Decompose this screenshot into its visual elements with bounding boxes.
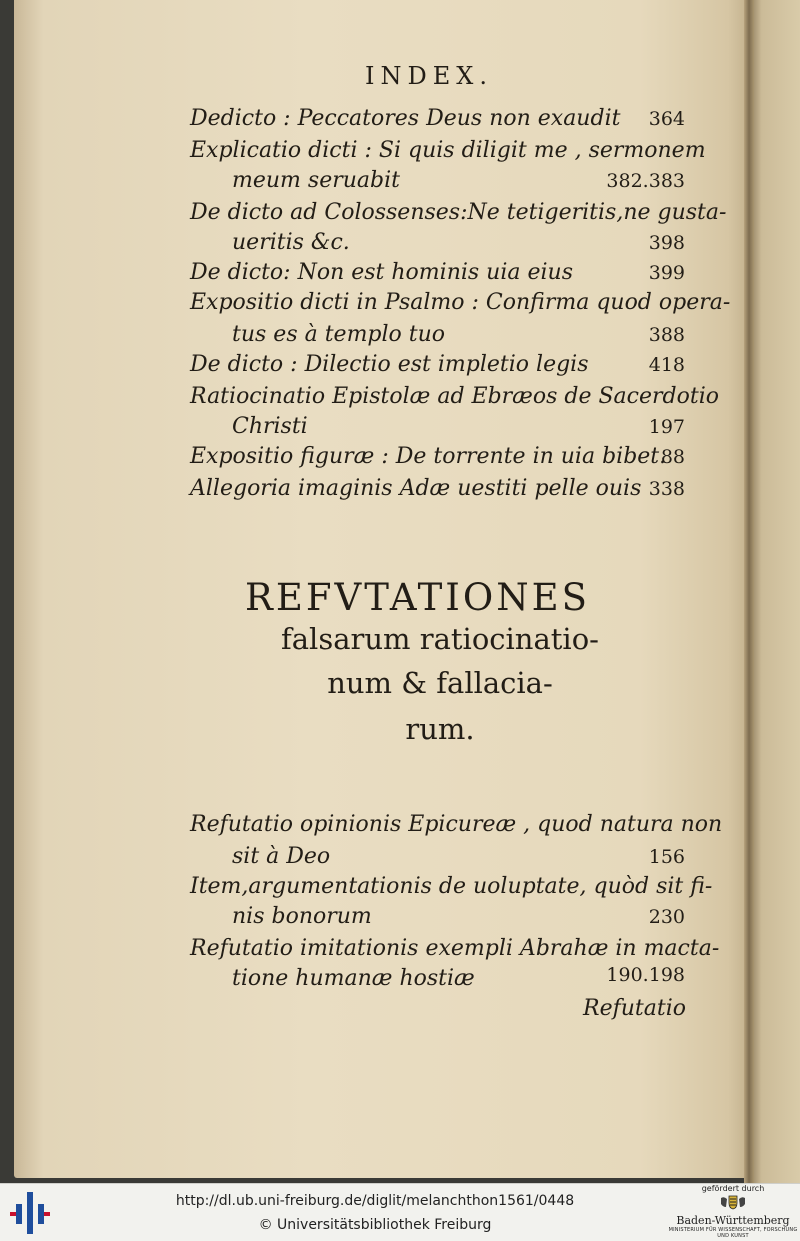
index-entry-line: Expositio figuræ : De torrente in uia bibet.: [190, 444, 667, 469]
index-entry-line: tione humanæ hostiæ: [232, 966, 475, 991]
index-entry-line: sit à Deo: [232, 844, 331, 869]
index-entry-line: Refutatio imitationis exempli Abrahæ in macta-: [190, 936, 720, 961]
catchword: Refutatio: [583, 996, 686, 1021]
section-subtitle-line: falsarum ratiocinatio-: [281, 622, 599, 656]
index-entry-line: De dicto : Dilectio est impletio legis: [190, 352, 589, 377]
index-entry-line: Expositio dicti in Psalmo : Confirma quod opera-: [190, 290, 731, 315]
sponsor-ministry: MINISTERIUM FÜR WISSENSCHAFT, FORSCHUNG UND KUNST: [668, 1227, 798, 1239]
index-page-number: 364: [648, 108, 685, 130]
index-page-number: 338: [648, 478, 685, 500]
index-page-number: 399: [648, 262, 685, 284]
index-entry-line: Item,argumentationis de uoluptate, quòd sit fi-: [190, 874, 713, 899]
book-gutter: [744, 0, 754, 1183]
index-entry-line: Dedicto : Peccatores Deus non exaudit: [190, 106, 621, 131]
index-entry-line: Explicatio dicti : Si quis diligit me , sermonem: [190, 138, 706, 163]
section-subtitle-line: num & fallacia-: [327, 666, 553, 700]
index-entry-line: ueritis &c.: [232, 230, 350, 255]
index-page-number: 88: [660, 446, 685, 468]
index-entry-line: Refutatio opinionis Epicureæ , quod natura non: [190, 812, 723, 837]
index-page-number: 398: [648, 232, 685, 254]
copyright-notice: © Universitätsbibliothek Freiburg: [258, 1217, 492, 1233]
index-entry-line: Allegoria imaginis Adæ uestiti pelle ouis: [190, 476, 642, 501]
section-subtitle-line: rum.: [405, 712, 475, 746]
index-page-number: 382.383: [606, 170, 685, 192]
index-page-number: 156: [648, 846, 685, 868]
index-entry-line: Christi: [232, 414, 308, 439]
index-entry-line: meum seruabit: [232, 168, 400, 193]
coat-of-arms-icon: [718, 1194, 748, 1210]
index-entry-line: nis bonorum: [232, 904, 372, 929]
index-entry-line: De dicto ad Colossenses:Ne tetigeritis,ne gusta-: [190, 200, 727, 225]
section-title: REFVTATIONES: [245, 576, 590, 619]
index-page-number: 197: [648, 416, 685, 438]
sponsor-name: Baden-Württemberg: [676, 1214, 790, 1227]
sponsor-label: gefördert durch: [701, 1184, 765, 1193]
index-page-number: 230: [648, 906, 685, 928]
index-entry-line: Ratiocinatio Epistolæ ad Ebræos de Sacerdotio: [190, 384, 719, 409]
index-page-number: 418: [648, 354, 685, 376]
ub-freiburg-logo-icon: [10, 1192, 50, 1234]
running-head: INDEX.: [365, 62, 493, 90]
sponsor-block: [668, 1183, 798, 1240]
index-entry-line: De dicto: Non est hominis uia eius: [190, 260, 574, 285]
index-page-number: 388: [648, 324, 685, 346]
facing-page-edge: [752, 0, 800, 1183]
index-page-number: 190.198: [606, 964, 685, 986]
index-entry-line: tus es à templo tuo: [232, 322, 446, 347]
permalink-url[interactable]: http://dl.ub.uni-freiburg.de/diglit/melanchthon1561/0448: [175, 1193, 575, 1209]
